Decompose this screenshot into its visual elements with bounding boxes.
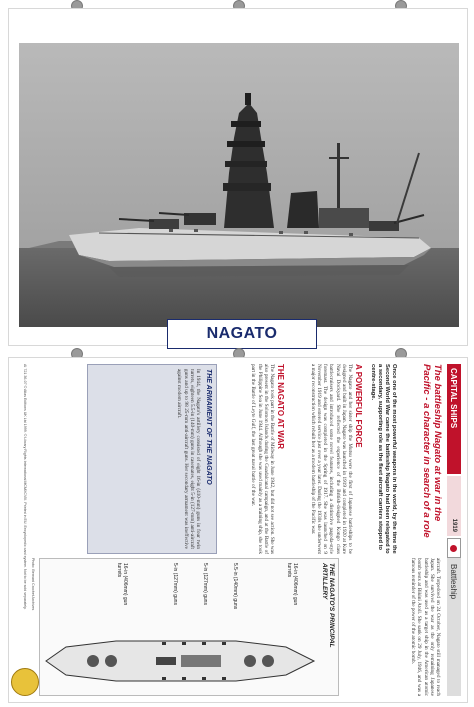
right-column-text: aircraft. Torpedoed on 24 October, Nagato still managed to reach Japan. She survived the war as the only remaining Japanese battleship and was used as a target ship in the American atomic bomb tests at Bikini Atoll. She sank on 29 July, 1946, and was a famous reminder of the power of the atomic bomb. [410,558,441,696]
headline: The battleship Nagato at war in the Pacific - a character in search of a role [421,364,443,538]
footer-copyright: AI 721 36-07 © Atlas Editions UK Ltd 1999. © Library Rights International MCMXCVIII. Printed in EU. Encyclopedic card system. Not to be sold separately. [23,364,27,610]
ship-name-caption: NAGATO [206,325,278,342]
card-front [8,8,468,346]
artillery-diagram [39,558,339,696]
photo-credit: Photo: Bernard Crochet Archives [31,558,35,611]
artillery-label: 16-in (406mm) gun turrets [116,563,128,606]
artillery-label: 16-in (406mm) gun turrets [286,563,298,606]
history-badge-icon [11,668,39,696]
category-banner [447,558,461,696]
artillery-label: 5-in (127mm) guns [202,563,208,605]
card-back [8,357,468,703]
armament-text: In 1944, the Nagato's artillery consisted of eight 16-in (410-mm) guns in four twin turrets, eighteen 5.5-in (140-mm) guns in casemates, eight 5-in (127-mm) anti-aircraft guns and up to 98 25-mm anti-aircraft guns. Her secondary armament was ineffective against modern aircraft. [176,369,201,549]
year-label: 1919 [451,518,457,532]
at-war-heading: THE NAGATO AT WAR [276,364,285,450]
armament-box [87,364,217,554]
artillery-label: 5.5-in (140mm) guns [232,563,238,610]
japan-flag-icon [447,538,461,558]
artillery-title: THE NAGATO'S PRINCIPAL ARTILLERY [321,563,335,648]
caption-box [167,319,317,349]
armament-heading: THE ARMAMENT OF THE NAGATO [205,369,212,485]
year-bar [447,476,461,536]
at-war-text: The Nagato took part in the Battle of Midway in June 1942, but did not see action. She was also present in the Solomon Islands during the Guadalcanal campaign, and at the Battle of the Philippine Sea in June 1944. Although she was used mainly as a training ship, she took part in the Battle of Leyte Gulf, the last great naval battle of the war. [250,364,275,554]
battleship-photo [19,43,459,327]
intro-text: Once one of the most powerful weapons in the world, by the time the Second World War came the battleship Nagato had been relegated to a secondary, supporting role as the fleet aircraft carriers stepped to centre-stage. [370,364,397,554]
battleship-image [19,43,459,327]
artillery-label: 5-in (127mm) guns [172,563,178,605]
powerful-force-heading: A POWERFUL FORCE [354,364,363,448]
category-label: Battleship [449,564,459,600]
section-banner [447,364,461,474]
powerful-force-text: The Nagato and her sister ship the Mutsu were the first of Japanese battleships to be designed and built in Japan. Nagato was launched in 1919 and completed in 1920 at Kure Naval Dockyard. She reflected the experience of the British-designed Kongo class battlecruisers and introduced some novel features, including a distinctive pagoda-style foremast. The design was completed in the Spring of 1917. She was launched on 9 November 1919 and entered service just over a year later. During the 1930s she underwent a major reconstruction which rebuilt her as a modern battleship of the Pacific war. [309,364,353,554]
rotated-content [9,358,467,702]
section-label: CAPITAL SHIPS [449,368,459,429]
ship-plan-drawing [44,631,316,691]
